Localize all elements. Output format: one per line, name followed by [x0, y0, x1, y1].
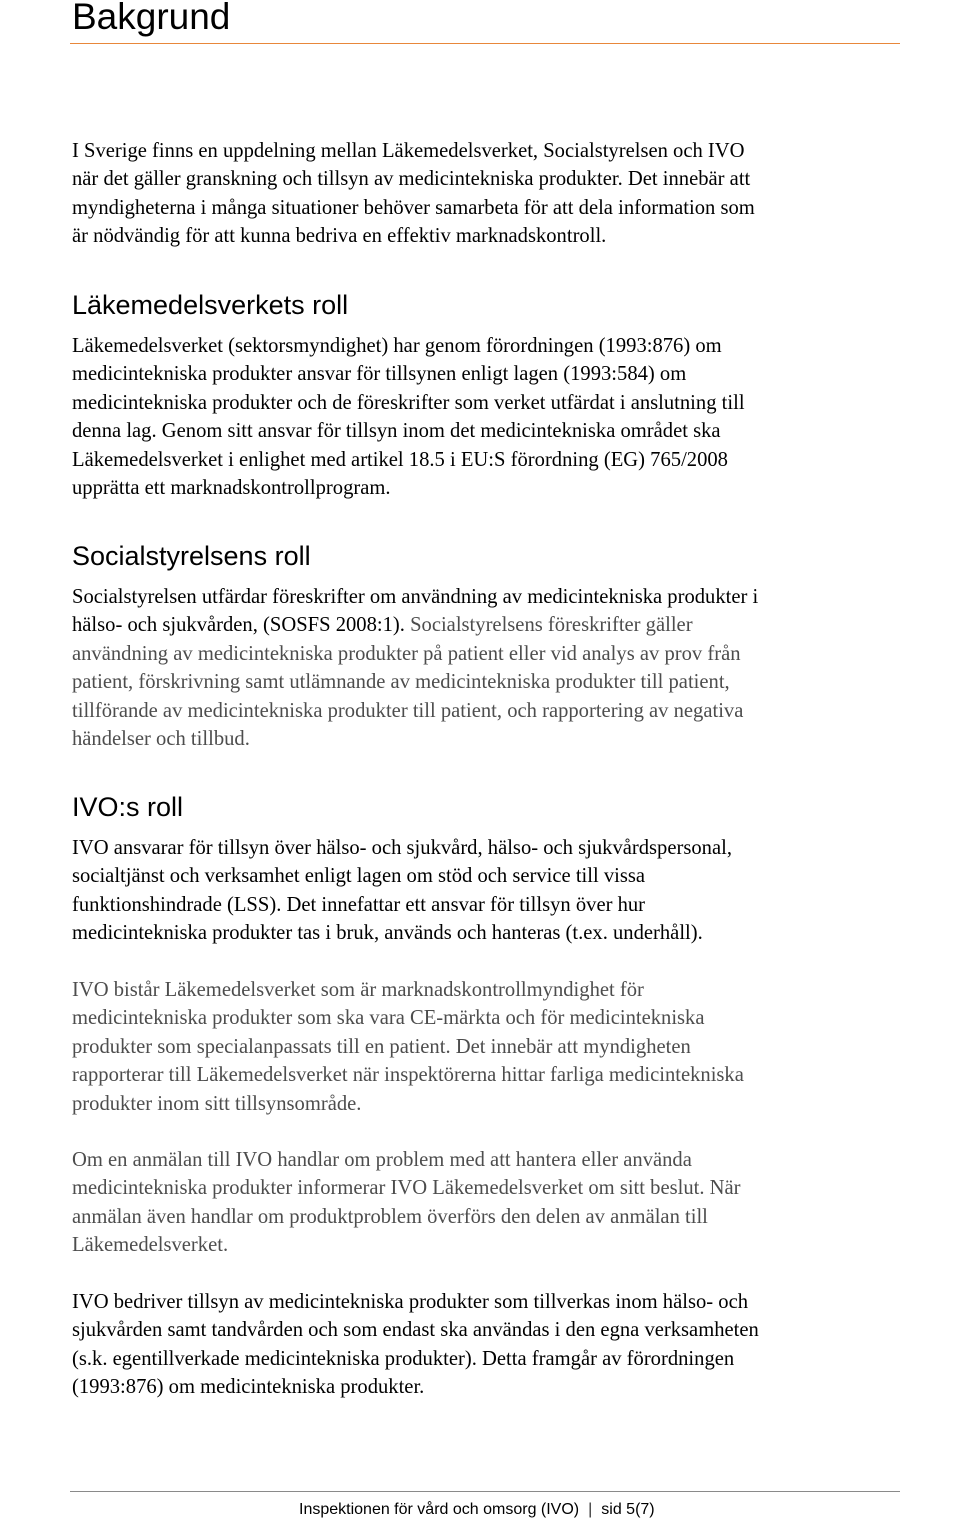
intro-paragraph	[72, 137, 755, 251]
text-line: medicintekniska produkter ansvar för tillsynen enligt lagen (1993:584) om	[72, 363, 687, 386]
text-line: produkter inom sitt tillsynsområde.	[72, 1092, 362, 1115]
text-segment-grey: Socialstyrelsens föreskrifter gäller	[404, 614, 693, 637]
text-line: produkter som specialanpassats till en patient. Det innebär att myndigheten	[72, 1035, 691, 1058]
text-line	[72, 611, 758, 639]
text-line: användning av medicintekniska produkter på patient eller vid analys av prov från	[72, 642, 741, 665]
section-heading-ivo: IVO:s roll	[72, 792, 184, 822]
text-line: sjukvården samt tandvården och som endast ska användas i den egna verksamheten	[72, 1319, 759, 1342]
text-line: IVO bistår Läkemedelsverket som är marknadskontrollmyndighet för	[72, 979, 644, 1001]
text-line: (1993:876) om medicintekniska produkter.	[72, 1376, 425, 1399]
text-line: medicintekniska produkter informerar IVO Läkemedelsverket om sitt beslut. När	[72, 1177, 741, 1200]
footer-organization: Inspektionen för vård och omsorg (IVO)	[299, 1501, 580, 1518]
text-line: socialtjänst och verksamhet enligt lagen om stöd och service till vissa	[72, 865, 646, 888]
text-line: rapporterar till Läkemedelsverket när inspektörerna hittar farliga medicintekniska	[72, 1064, 744, 1087]
section-heading-socialstyrelsen: Socialstyrelsens roll	[72, 541, 311, 571]
title-divider	[70, 43, 900, 44]
page-number: sid 5(7)	[601, 1501, 655, 1518]
text-line: I Sverige finns en uppdelning mellan Läkemedelsverket, Socialstyrelsen och IVO	[72, 140, 745, 162]
text-line: händelser och tillbud.	[72, 728, 250, 751]
ivo-paragraph-2	[72, 976, 744, 1118]
text-line: patient, förskrivning samt utlämnande av medicintekniska produkter till patient,	[72, 671, 730, 694]
footer-divider	[70, 1491, 900, 1492]
text-line: Läkemedelsverket i enlighet med artikel 18.5 i EU:S förordning (EG) 765/2008	[72, 448, 728, 471]
text-line: medicintekniska produkter som ska vara CE-märkta och för medicintekniska	[72, 1007, 705, 1030]
text-line: upprätta ett marknadskontrollprogram.	[72, 477, 391, 500]
section-heading-lakemedelsverket: Läkemedelsverkets roll	[72, 290, 349, 320]
text-line: är nödvändig för att kunna bedriva en effektiv marknadskontroll.	[72, 225, 607, 248]
text-line: Läkemedelsverket.	[72, 1234, 229, 1257]
footer-separator: |	[588, 1501, 593, 1518]
text-line: medicintekniska produkter och de föreskrifter som verket utfärdat i anslutning till	[72, 391, 745, 414]
text-line: Om en anmälan till IVO handlar om problem med att hantera eller använda	[72, 1149, 692, 1171]
text-line: Socialstyrelsen utfärdar föreskrifter om användning av medicintekniska produkter i	[72, 586, 759, 608]
text-line: myndigheterna i många situationer behöver samarbeta för att dela information som	[72, 196, 755, 219]
text-line: medicintekniska produkter tas i bruk, används och hanteras (t.ex. underhåll).	[72, 922, 703, 945]
text-line: anmälan även handlar om produktproblem överförs den delen av anmälan till	[72, 1205, 708, 1228]
lakemedelsverket-paragraph	[72, 332, 745, 502]
text-line: denna lag. Genom sitt ansvar för tillsyn inom det medicintekniska området ska	[72, 420, 721, 443]
text-line: när det gäller granskning och tillsyn av medicintekniska produkter. Det innebär att	[72, 168, 751, 191]
page-title: Bakgrund	[72, 0, 231, 37]
ivo-paragraph-1	[72, 834, 732, 948]
text-line: tillförande av medicintekniska produkter till patient, och rapportering av negativa	[72, 699, 744, 722]
ivo-paragraph-3	[72, 1146, 741, 1260]
text-line: funktionshindrade (LSS). Det innefattar ett ansvar för tillsyn över hur	[72, 893, 646, 916]
ivo-paragraph-4	[72, 1288, 759, 1402]
socialstyrelsen-paragraph	[72, 583, 758, 753]
text-line: IVO ansvarar för tillsyn över hälso- och sjukvård, hälso- och sjukvårdspersonal,	[72, 837, 732, 859]
text-line: Läkemedelsverket (sektorsmyndighet) har genom förordningen (1993:876) om	[72, 335, 722, 357]
text-segment: hälso- och sjukvården, (SOSFS 2008:1).	[72, 614, 405, 637]
text-line: (s.k. egentillverkade medicintekniska produkter). Detta framgår av förordningen	[72, 1347, 735, 1370]
text-line: IVO bedriver tillsyn av medicintekniska produkter som tillverkas inom hälso- och	[72, 1291, 749, 1313]
page-footer	[299, 1500, 655, 1520]
